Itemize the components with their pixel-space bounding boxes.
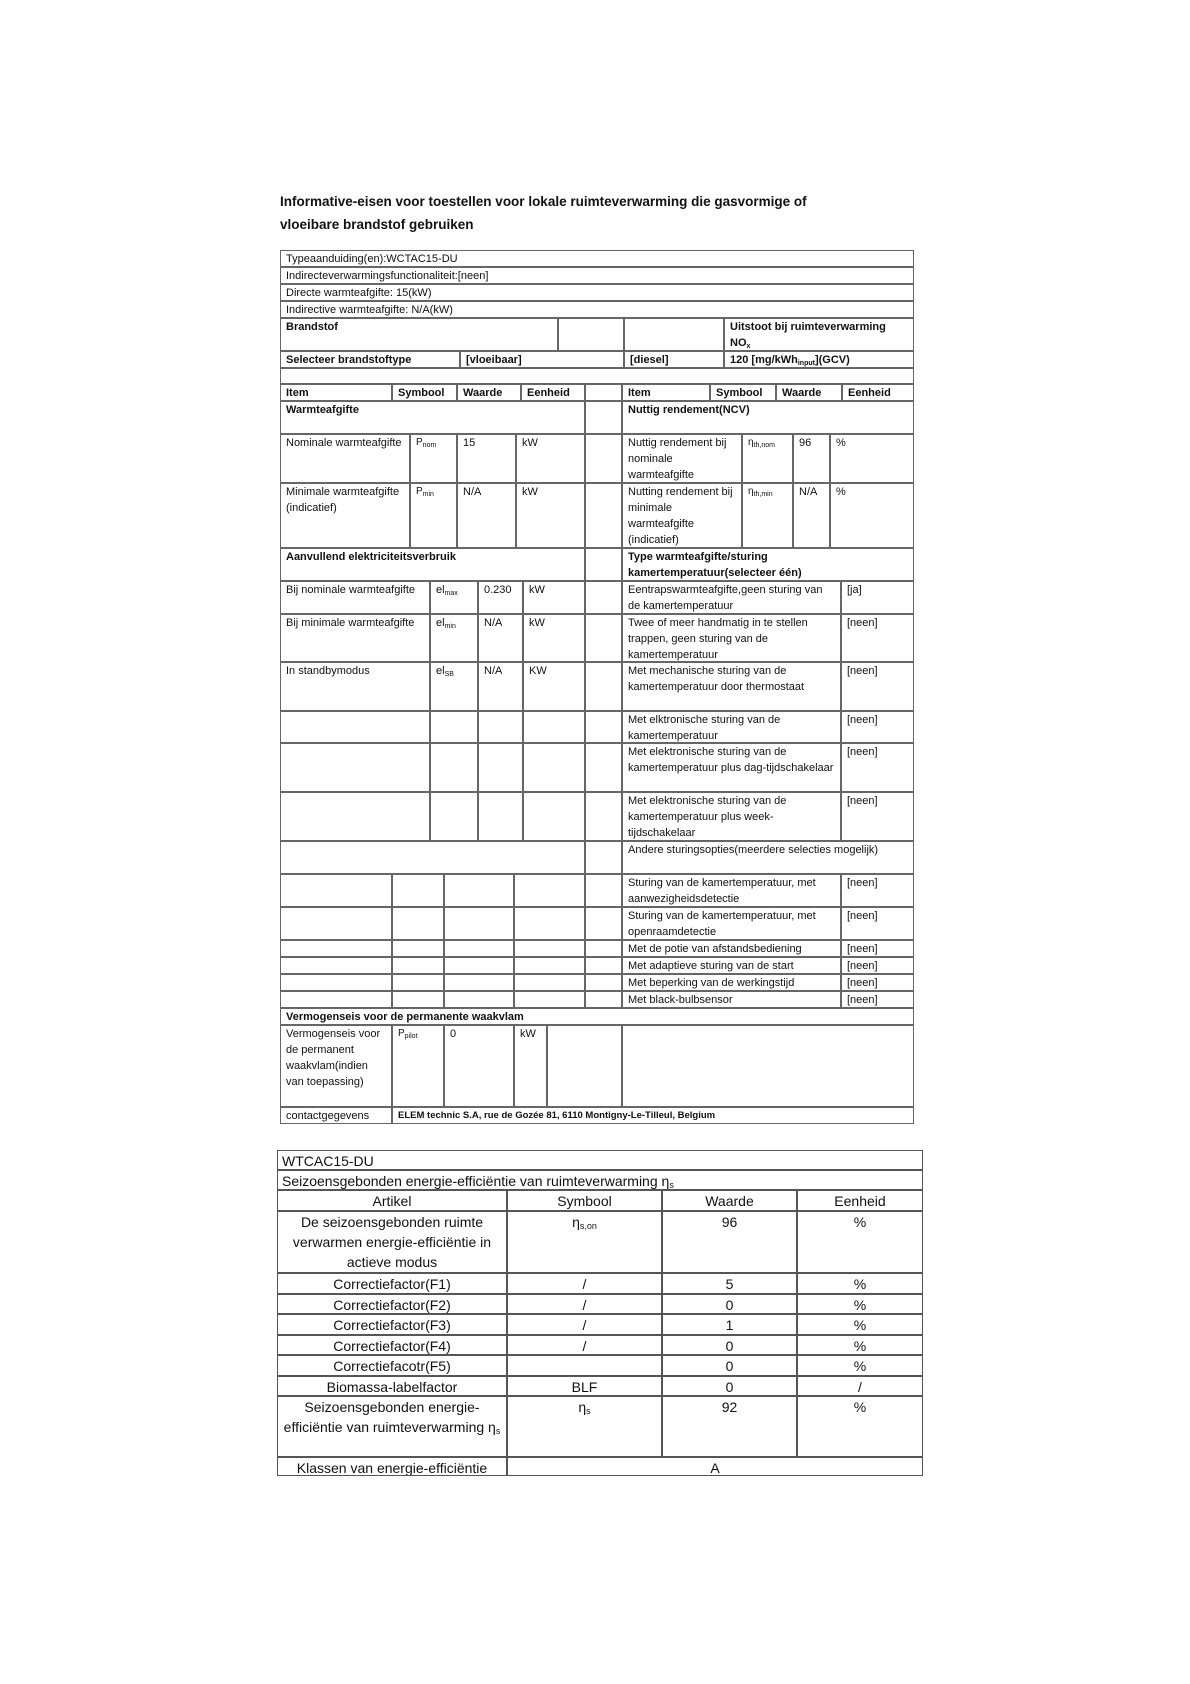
seasonal-title: Seizoensgebonden energie-efficiëntie van ruimteverwarming $\eta_s$ xyxy=(277,1170,923,1190)
f2-unit: % xyxy=(797,1294,923,1314)
col-value: Waarde xyxy=(457,384,521,401)
emission-value: 120 [mg/kWh$_{input}$](GCV) xyxy=(724,351,914,368)
nominal-heat-label: Nominale warmteafgifte xyxy=(280,434,410,483)
eta-min-symbol: $\eta_{th,min}$ xyxy=(742,483,793,548)
f5-unit: % xyxy=(797,1355,923,1376)
empty-cell xyxy=(478,743,523,792)
empty-cell xyxy=(523,792,585,841)
f1-symbol: / xyxy=(507,1273,662,1294)
empty-cell xyxy=(585,711,622,743)
empty-cell xyxy=(280,792,430,841)
empty-cell xyxy=(280,991,392,1008)
eta-s-symbol: $\eta_s$ xyxy=(507,1396,662,1457)
opt-limit-value: [neen] xyxy=(841,974,914,991)
opt-black-bulb-value: [neen] xyxy=(841,991,914,1008)
col-item-right: Item xyxy=(622,384,710,401)
col-unit-right: Eenheid xyxy=(842,384,914,401)
efficiency-header: Nuttig rendement(NCV) xyxy=(622,401,914,434)
ctrl-week-timer: Met elektronische sturing van de kamertemperatuur plus week-tijdschakelaar xyxy=(622,792,841,841)
empty-cell xyxy=(280,907,392,940)
f1-unit: % xyxy=(797,1273,923,1294)
indirect-function: Indirecteverwarmingsfunctionaliteit:[neen] xyxy=(280,267,914,284)
empty-cell xyxy=(280,974,392,991)
empty-cell xyxy=(585,974,622,991)
empty-cell xyxy=(585,957,622,974)
f1-value: 5 xyxy=(662,1273,797,1294)
ctrl-manual-stages-value: [neen] xyxy=(841,614,914,662)
f3-symbol: / xyxy=(507,1314,662,1335)
col-unit: Eenheid xyxy=(797,1190,923,1211)
f2-label: Correctiefactor(F2) xyxy=(277,1294,507,1314)
empty-cell xyxy=(558,318,624,351)
col-value: Waarde xyxy=(662,1190,797,1211)
empty-cell xyxy=(585,792,622,841)
f1-label: Correctiefactor(F1) xyxy=(277,1273,507,1294)
nominal-heat-unit: kW xyxy=(516,434,585,483)
opt-remote: Met de potie van afstandsbediening xyxy=(622,940,841,957)
contact-value: ELEM technic S.A, rue de Gozée 81, 6110 Montigny-Le-Tilleul, Belgium xyxy=(392,1107,914,1124)
empty-cell xyxy=(585,662,622,711)
el-nominal-label: Bij nominale warmteafgifte xyxy=(280,581,430,614)
empty-cell xyxy=(430,743,478,792)
seasonal-active-label: De seizoensgebonden ruimte verwarmen energie-efficiëntie in actieve modus xyxy=(277,1211,507,1273)
empty-cell xyxy=(444,974,514,991)
seasonal-efficiency-table xyxy=(277,1150,923,1476)
ctrl-mechanical-value: [neen] xyxy=(841,662,914,711)
el-minimal-value: N/A xyxy=(478,614,523,662)
pilot-unit: kW xyxy=(514,1025,547,1107)
empty-cell xyxy=(392,974,444,991)
f2-symbol: / xyxy=(507,1294,662,1314)
col-symbol: Symbool xyxy=(507,1190,662,1211)
seasonal-value: 92 xyxy=(662,1396,797,1457)
empty-cell xyxy=(585,434,622,483)
ctrl-electronic-value: [neen] xyxy=(841,711,914,743)
f3-unit: % xyxy=(797,1314,923,1335)
empty-cell xyxy=(478,711,523,743)
empty-cell xyxy=(392,874,444,907)
eta-s-on-symbol: $\eta_{s,on}$ xyxy=(507,1211,662,1273)
blf-symbol: BLF xyxy=(507,1376,662,1396)
el-nominal-unit: kW xyxy=(523,581,585,614)
empty-cell xyxy=(585,581,622,614)
blf-label: Biomassa-labelfactor xyxy=(277,1376,507,1396)
minimal-heat-label: Minimale warmteafgifte (indicatief) xyxy=(280,483,410,548)
opt-adaptive-value: [neen] xyxy=(841,957,914,974)
eff-minimal-label: Nutting rendement bij minimale warmteafgifte (indicatief) xyxy=(622,483,742,548)
empty-cell xyxy=(392,907,444,940)
empty-cell xyxy=(444,940,514,957)
standby-label: In standbymodus xyxy=(280,662,430,711)
opt-open-window: Sturing van de kamertemperatuur, met openraamdetectie xyxy=(622,907,841,940)
document-title xyxy=(280,190,880,236)
standby-unit: KW xyxy=(523,662,585,711)
empty-cell xyxy=(280,874,392,907)
empty-cell xyxy=(430,792,478,841)
opt-presence: Sturing van de kamertemperatuur, met aanwezigheidsdetectie xyxy=(622,874,841,907)
empty-cell xyxy=(514,907,585,940)
contact-label: contactgegevens xyxy=(280,1107,392,1124)
opt-limit: Met beperking van de werkingstijd xyxy=(622,974,841,991)
empty-cell xyxy=(280,957,392,974)
title-line-2: vloeibare brandstof gebruiken xyxy=(280,217,474,232)
p-pilot-symbol: $P_{pilot}$ xyxy=(392,1025,444,1107)
empty-cell xyxy=(478,792,523,841)
empty-cell xyxy=(514,974,585,991)
ctrl-day-timer: Met elektronische sturing van de kamertemperatuur plus dag-tijdschakelaar xyxy=(622,743,841,792)
col-article: Artikel xyxy=(277,1190,507,1211)
fuel-liquid: [vloeibaar] xyxy=(460,351,624,368)
aux-electricity-header: Aanvullend elektriciteitsverbruik xyxy=(280,548,585,581)
energy-class-value: A xyxy=(507,1457,923,1476)
empty-cell xyxy=(585,841,622,874)
empty-cell xyxy=(523,743,585,792)
indirect-heat-output: Indirective warmteafgifte: N/A(kW) xyxy=(280,301,914,318)
empty-cell xyxy=(514,957,585,974)
emission-label: Uitstoot bij ruimteverwarming $NO_x$ xyxy=(724,318,914,351)
blf-value: 0 xyxy=(662,1376,797,1396)
empty-cell xyxy=(280,711,430,743)
opt-black-bulb: Met black-bulbsensor xyxy=(622,991,841,1008)
opt-open-window-value: [neen] xyxy=(841,907,914,940)
minimal-heat-unit: kW xyxy=(516,483,585,548)
empty-cell xyxy=(444,907,514,940)
el-sb-symbol: $el_{SB}$ xyxy=(430,662,478,711)
el-minimal-unit: kW xyxy=(523,614,585,662)
empty-cell xyxy=(392,957,444,974)
empty-cell xyxy=(523,711,585,743)
p-min-symbol: $P_{min}$ xyxy=(410,483,457,548)
empty-cell xyxy=(585,483,622,548)
heat-output-header: Warmteafgifte xyxy=(280,401,585,434)
empty-cell xyxy=(547,1025,622,1107)
seasonal-active-value: 96 xyxy=(662,1211,797,1273)
pilot-value: 0 xyxy=(444,1025,514,1107)
other-options-header: Andere sturingsopties(meerdere selecties mogelijk) xyxy=(622,841,914,874)
ctrl-electronic: Met elktronische sturing van de kamertemperatuur xyxy=(622,711,841,743)
empty-cell xyxy=(622,1025,914,1107)
f4-label: Correctiefactor(F4) xyxy=(277,1335,507,1355)
empty-cell xyxy=(514,940,585,957)
f2-value: 0 xyxy=(662,1294,797,1314)
seasonal-unit: % xyxy=(797,1396,923,1457)
seasonal-active-unit: % xyxy=(797,1211,923,1273)
empty-cell xyxy=(392,991,444,1008)
standby-value: N/A xyxy=(478,662,523,711)
empty-cell xyxy=(514,874,585,907)
f5-label: Correctiefacotr(F5) xyxy=(277,1355,507,1376)
f3-value: 1 xyxy=(662,1314,797,1335)
p-nom-symbol: $P_{nom}$ xyxy=(410,434,457,483)
eff-nominal-value: 96 xyxy=(793,434,830,483)
ctrl-single-stage-value: [ja] xyxy=(841,581,914,614)
el-min-symbol: $el_{min}$ xyxy=(430,614,478,662)
pilot-label: Vermogenseis voor de permanent waakvlam(indien van toepassing) xyxy=(280,1025,392,1107)
empty-cell xyxy=(585,743,622,792)
f4-value: 0 xyxy=(662,1335,797,1355)
empty-cell xyxy=(585,940,622,957)
type-designation: Typeaanduiding(en):WCTAC15-DU xyxy=(280,250,914,267)
empty-cell xyxy=(444,874,514,907)
empty-cell xyxy=(280,743,430,792)
ctrl-mechanical: Met mechanische sturing van de kamertemperatuur door thermostaat xyxy=(622,662,841,711)
el-max-symbol: $el_{max}$ xyxy=(430,581,478,614)
f4-unit: % xyxy=(797,1335,923,1355)
empty-cell xyxy=(624,318,724,351)
col-symbol-right: Symbool xyxy=(710,384,776,401)
ctrl-day-timer-value: [neen] xyxy=(841,743,914,792)
empty-cell xyxy=(585,614,622,662)
appliance-info-table xyxy=(280,250,914,1124)
title-line-1: Informative-eisen voor toestellen voor lokale ruimteverwarming die gasvormige of xyxy=(280,194,807,209)
f5-value: 0 xyxy=(662,1355,797,1376)
empty-cell xyxy=(444,991,514,1008)
empty-cell xyxy=(585,401,622,434)
empty-cell xyxy=(280,841,585,874)
col-unit: Eenheid xyxy=(521,384,585,401)
empty-cell xyxy=(585,991,622,1008)
opt-presence-value: [neen] xyxy=(841,874,914,907)
model-name: WTCAC15-DU xyxy=(277,1150,923,1170)
seasonal-label: Seizoensgebonden energie-efficiëntie van ruimteverwarming $\eta_s$ xyxy=(277,1396,507,1457)
f3-label: Correctiefactor(F3) xyxy=(277,1314,507,1335)
energy-class-label: Klassen van energie-efficiëntie xyxy=(277,1457,507,1476)
ctrl-single-stage: Eentrapswarmteafgifte,geen sturing van de kamertemperatuur xyxy=(622,581,841,614)
col-value-right: Waarde xyxy=(776,384,842,401)
eta-nom-symbol: $\eta_{th,nom}$ xyxy=(742,434,793,483)
el-nominal-value: 0.230 xyxy=(478,581,523,614)
f5-symbol xyxy=(507,1355,662,1376)
blf-unit: / xyxy=(797,1376,923,1396)
eff-nominal-unit: % xyxy=(830,434,914,483)
col-item: Item xyxy=(280,384,392,401)
eff-nominal-label: Nuttig rendement bij nominale warmteafgifte xyxy=(622,434,742,483)
ctrl-manual-stages: Twee of meer handmatig in te stellen trappen, geen sturing van de kamertemperatuur xyxy=(622,614,841,662)
empty-cell xyxy=(444,957,514,974)
opt-remote-value: [neen] xyxy=(841,940,914,957)
empty-cell xyxy=(514,991,585,1008)
minimal-heat-value: N/A xyxy=(457,483,516,548)
spacer-row xyxy=(280,368,914,384)
empty-cell xyxy=(585,548,622,581)
ctrl-week-timer-value: [neen] xyxy=(841,792,914,841)
eff-minimal-value: N/A xyxy=(793,483,830,548)
col-symbol: Symbool xyxy=(392,384,457,401)
opt-adaptive: Met adaptieve sturing van de start xyxy=(622,957,841,974)
empty-cell xyxy=(585,907,622,940)
select-fuel-label: Selecteer brandstoftype xyxy=(280,351,460,368)
empty-cell xyxy=(280,940,392,957)
empty-cell xyxy=(585,384,622,401)
control-type-header: Type warmteafgifte/sturing kamertemperatuur(selecteer één) xyxy=(622,548,914,581)
fuel-label: Brandstof xyxy=(280,318,558,351)
empty-cell xyxy=(585,874,622,907)
empty-cell xyxy=(392,940,444,957)
pilot-header: Vermogenseis voor de permanente waakvlam xyxy=(280,1008,914,1025)
el-minimal-label: Bij minimale warmteafgifte xyxy=(280,614,430,662)
nominal-heat-value: 15 xyxy=(457,434,516,483)
eff-minimal-unit: % xyxy=(830,483,914,548)
fuel-diesel: [diesel] xyxy=(624,351,724,368)
empty-cell xyxy=(430,711,478,743)
f4-symbol: / xyxy=(507,1335,662,1355)
direct-heat-output: Directe warmteafgifte: 15(kW) xyxy=(280,284,914,301)
